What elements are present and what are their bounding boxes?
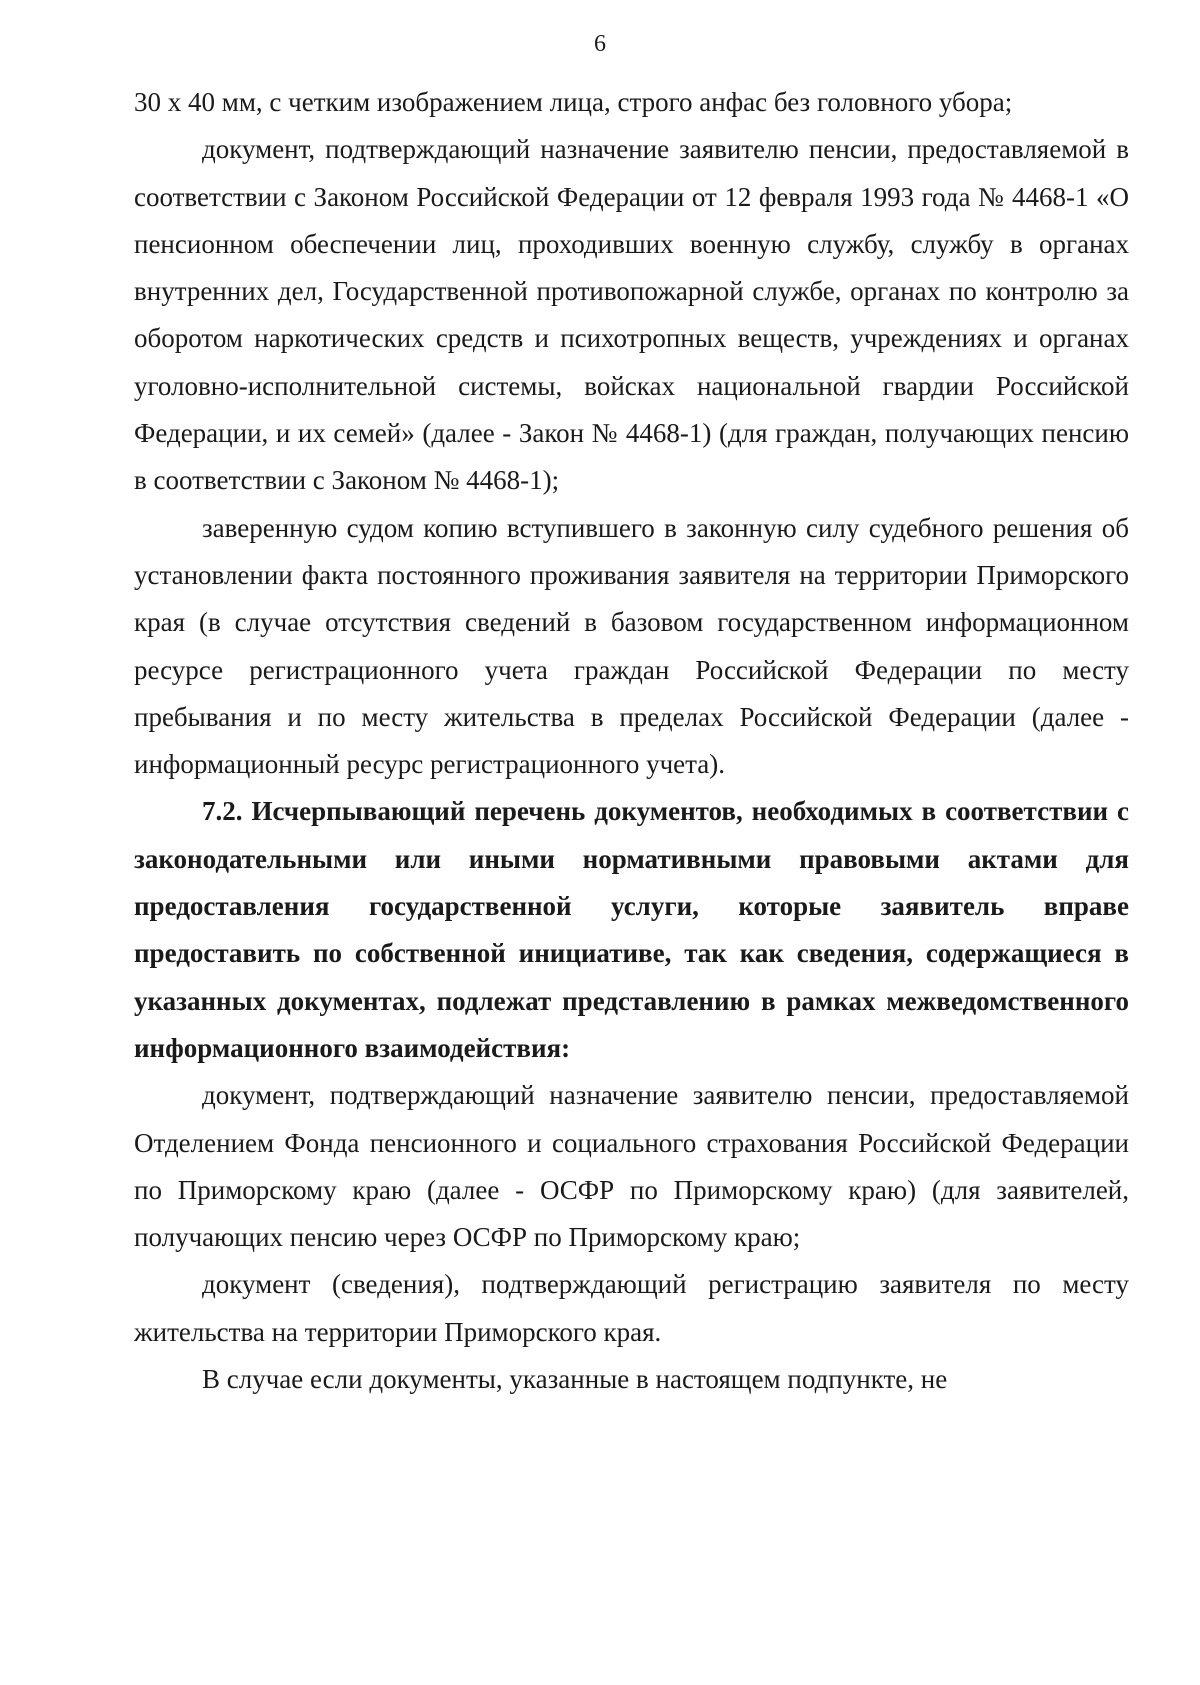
section-number: 7.2. [202, 796, 243, 827]
paragraph-court-decision: заверенную судом копию вступившего в законную силу судебного решения об установлении факта постоянного проживания заявителя на территории Приморского края (в случае отсутствия сведений в базовом государственном информационном ресурсе регистрационного учета граждан Российской Федерации по месту пребывания и по месту жительства в пределах Российской Федерации (далее - информационный ресурс регистрационного учета). [134, 512, 1129, 780]
document-body [134, 79, 1129, 1403]
paragraph-photo-requirements: 30 х 40 мм, с четким изображением лица, строго анфас без головного убора; [134, 87, 1013, 117]
section-heading-7-2 [134, 788, 1129, 1072]
paragraph-osfr-pension-document: документ, подтверждающий назначение заявителю пенсии, предоставляемой Отделением Фонда пенсионного и социального страхования Российской Федерации по Приморскому краю (далее - ОСФР по Приморскому краю) (для заявителей, получающих пенсию через ОСФР по Приморскому краю; [134, 1080, 1129, 1253]
section-heading-text: Исчерпывающий перечень документов, необходимых в соответствии с законодательными или иными нормативными правовыми актами для предоставления государственной услуги, которые заявитель вправе предоставить по собственной инициативе, так как сведения, содержащиеся в указанных документах, подлежат представлению в рамках межведомственного информационного взаимодействия: [134, 796, 1130, 1063]
page-number: 6 [594, 31, 606, 57]
paragraph-registration-document: документ (сведения), подтверждающий регистрацию заявителя по месту жительства на территории Приморского края. [134, 1269, 1129, 1347]
paragraph-continuation: В случае если документы, указанные в настоящем подпункте, не [202, 1364, 948, 1395]
paragraph-pension-document: документ, подтверждающий назначение заявителю пенсии, предоставляемой в соответствии с Законом Российской Федерации от 12 февраля 1993 года № 4468-1 «О пенсионном обеспечении лиц, проходивших военную службу, службу в органах внутренних дел, Государственной противопожарной службе, органах по контролю за оборотом наркотических средств и психотропных веществ, учреждениях и органах уголовно-исполнительной системы, войсках национальной гвардии Российской Федерации, и их семей» (далее - Закон № 4468-1) (для граждан, получающих пенсию в соответствии с Законом № 4468-1); [134, 134, 1129, 496]
